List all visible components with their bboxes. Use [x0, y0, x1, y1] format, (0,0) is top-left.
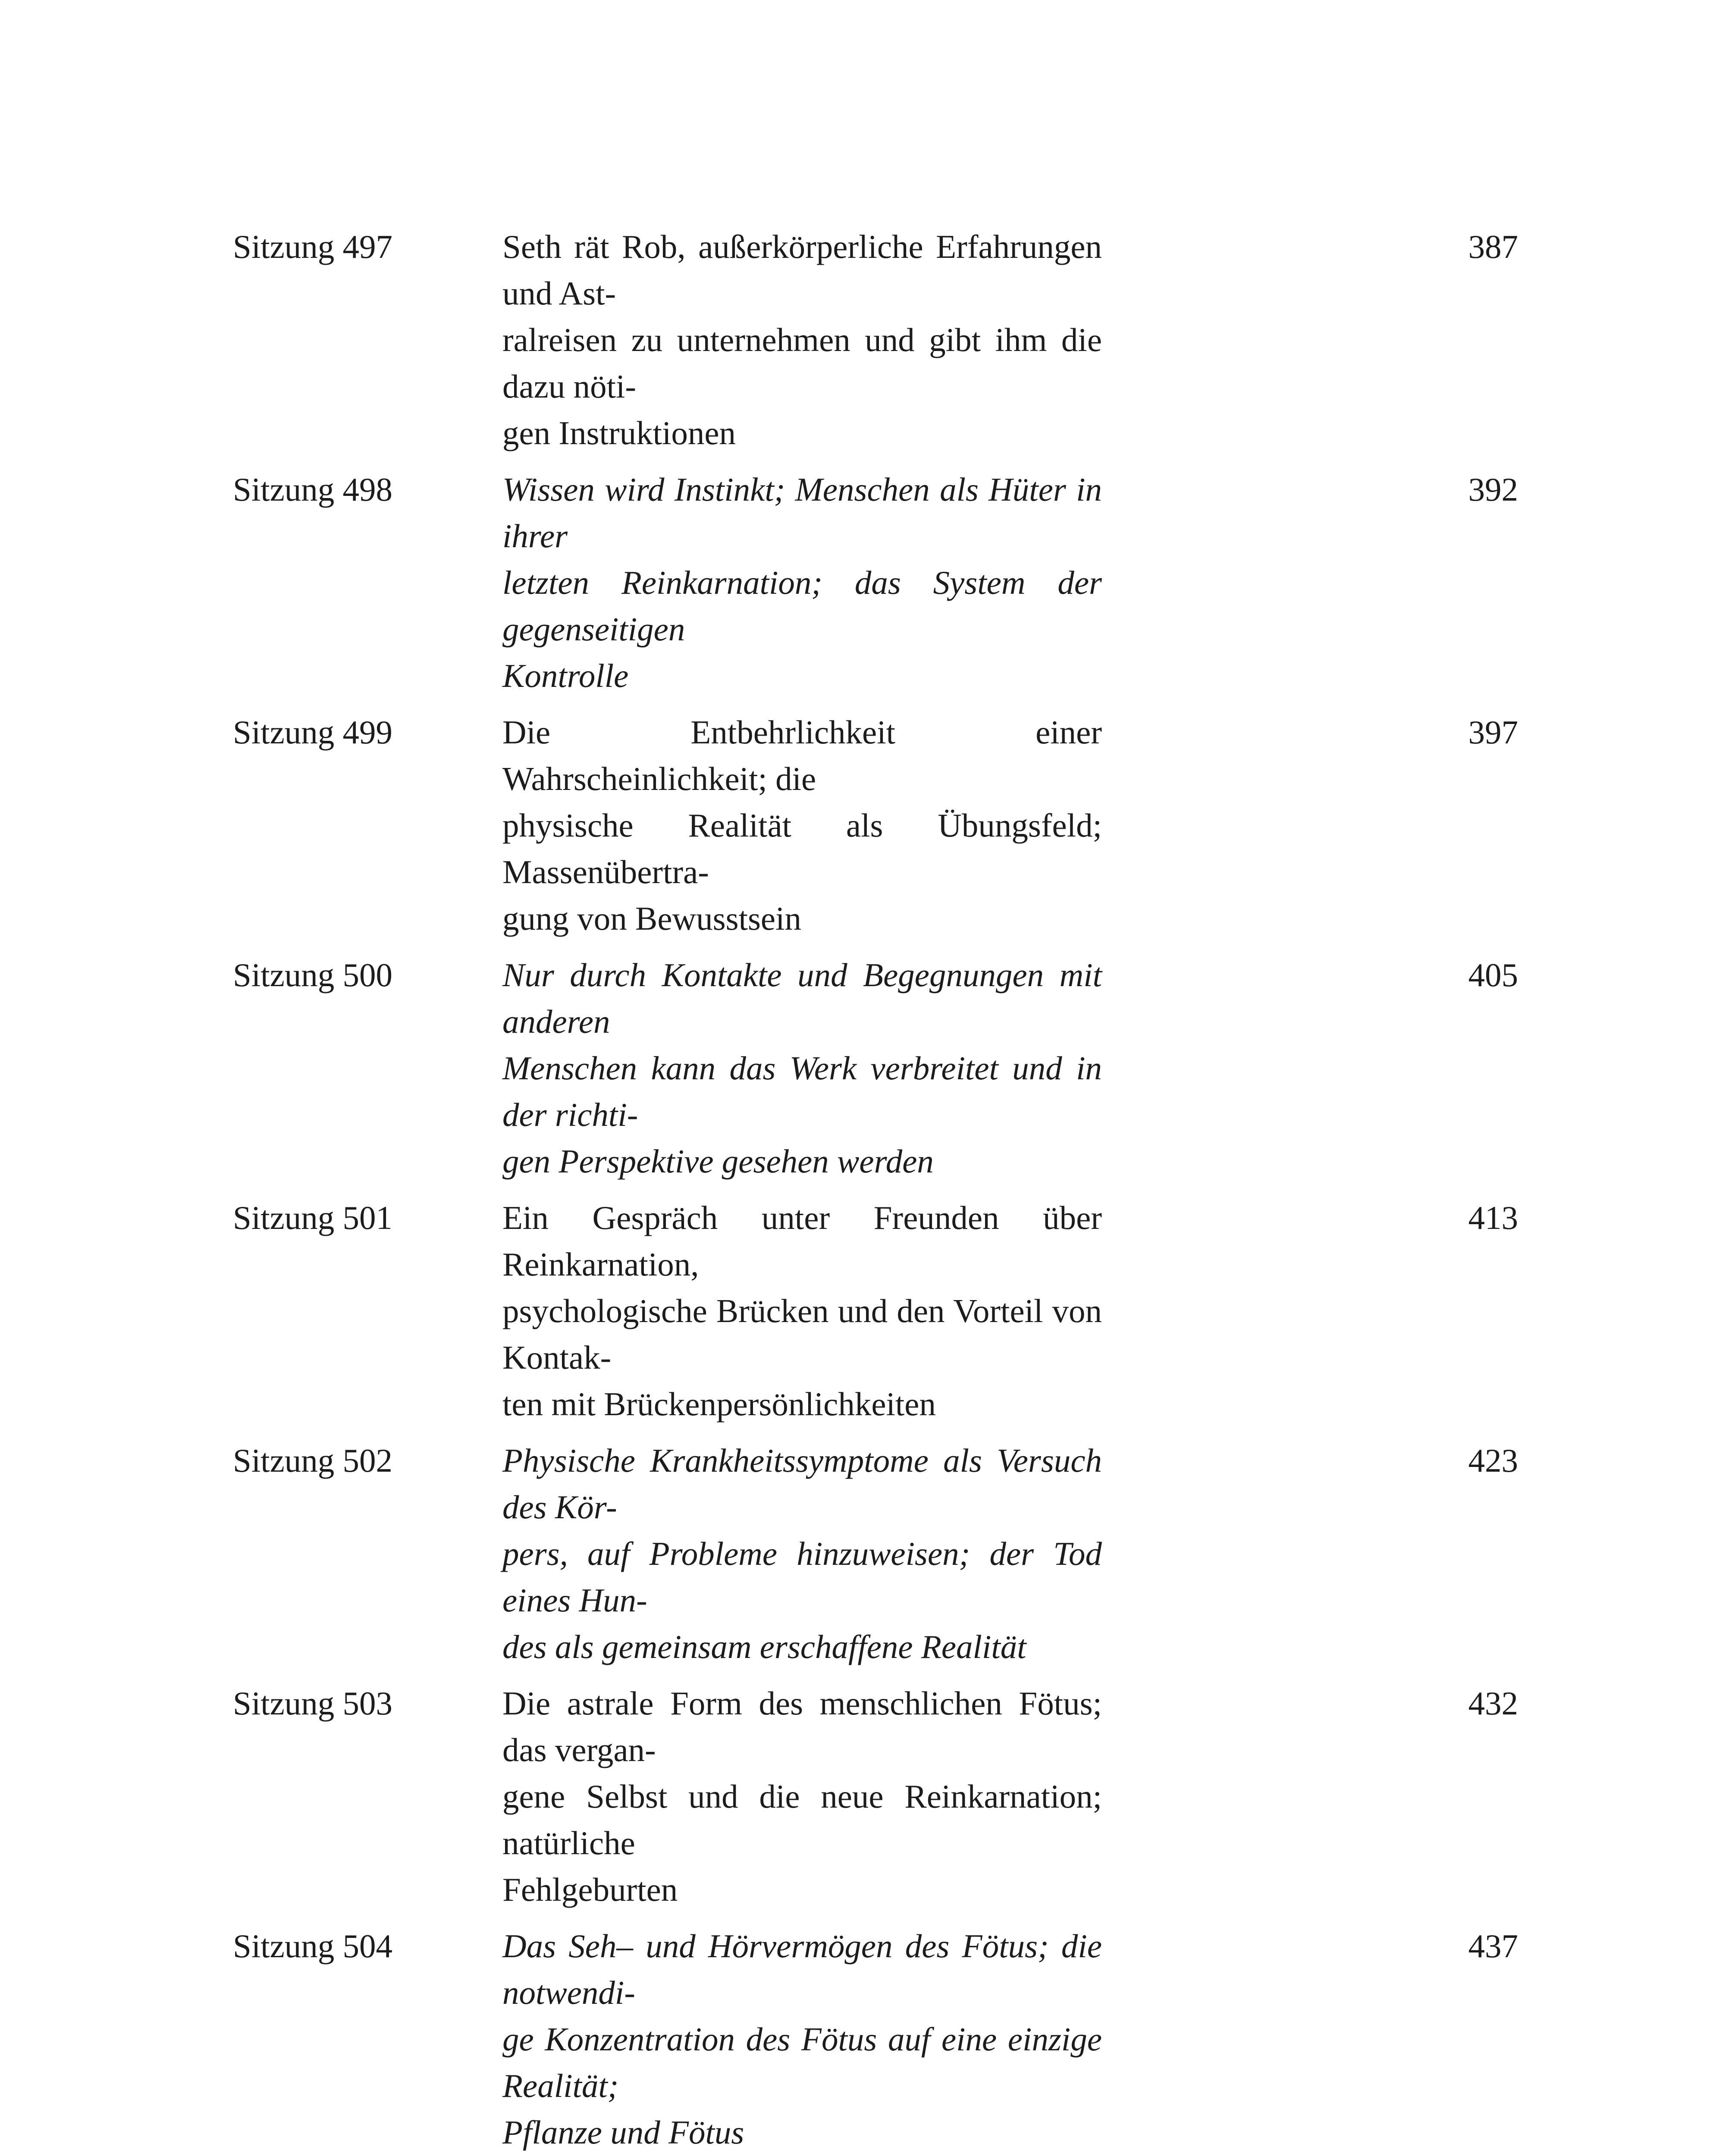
description-line: gen Perspektive gesehen werden	[502, 1143, 934, 1180]
description-line: Pflanze und Fötus	[502, 2114, 744, 2151]
toc-entry	[233, 1437, 1518, 1670]
page-number: 392	[1468, 471, 1518, 508]
description-line: psychologische Brücken und den Vorteil von Kontak-	[502, 1292, 1102, 1376]
toc-entry	[233, 1680, 1518, 1913]
description-line: Wissen wird Instinkt; Menschen als Hüter in ihrer	[502, 471, 1102, 555]
description-line: Seth rät Rob, außerkörperliche Erfahrungen und Ast-	[502, 228, 1102, 312]
description-line: Fehlgeburten	[502, 1871, 678, 1908]
session-number: Sitzung 502	[233, 1442, 393, 1479]
page-number: 437	[1468, 1927, 1518, 1965]
session-description	[502, 1194, 1102, 1427]
page-number: 405	[1468, 956, 1518, 993]
session-description	[502, 709, 1102, 942]
description-line: ralreisen zu unternehmen und gibt ihm die dazu nöti-	[502, 321, 1102, 405]
description-line: des als gemeinsam erschaffene Realität	[502, 1628, 1026, 1665]
toc-entry	[233, 952, 1518, 1185]
session-number: Sitzung 497	[233, 228, 393, 265]
session-description	[502, 466, 1102, 699]
description-line: Physische Krankheitssymptome als Versuch des Kör-	[502, 1442, 1102, 1526]
description-line: ge Konzentration des Fötus auf eine einzige Realität;	[502, 2021, 1102, 2104]
session-description	[502, 1923, 1102, 2156]
description-line: gung von Bewusstsein	[502, 900, 801, 937]
session-number: Sitzung 499	[233, 714, 393, 751]
description-line: Nur durch Kontakte und Begegnungen mit anderen	[502, 956, 1102, 1040]
page-number: 397	[1468, 714, 1518, 751]
page-number: 423	[1468, 1442, 1518, 1479]
session-description	[502, 1437, 1102, 1670]
description-line: Menschen kann das Werk verbreitet und in der richti-	[502, 1050, 1102, 1133]
toc-entry	[233, 1923, 1518, 2156]
page-number: 413	[1468, 1199, 1518, 1236]
page-number: 432	[1468, 1685, 1518, 1722]
description-line: Die astrale Form des menschlichen Fötus; das vergan-	[502, 1685, 1102, 1768]
description-line: pers, auf Probleme hinzuweisen; der Tod eines Hun-	[502, 1535, 1102, 1619]
session-description	[502, 952, 1102, 1185]
page-number: 387	[1468, 228, 1518, 265]
toc-entry	[233, 466, 1518, 699]
description-line: gene Selbst und die neue Reinkarnation; natürliche	[502, 1778, 1102, 1861]
table-of-contents	[233, 223, 1518, 2156]
toc-entry	[233, 223, 1518, 456]
session-description	[502, 1680, 1102, 1913]
description-line: ten mit Brückenpersönlichkeiten	[502, 1385, 936, 1423]
session-description	[502, 223, 1102, 456]
session-number: Sitzung 501	[233, 1199, 393, 1236]
description-line: letzten Reinkarnation; das System der gegenseitigen	[502, 564, 1102, 648]
description-line: Ein Gespräch unter Freunden über Reinkarnation,	[502, 1199, 1102, 1283]
session-number: Sitzung 498	[233, 471, 393, 508]
description-line: Die Entbehrlichkeit einer Wahrscheinlichkeit; die	[502, 714, 1102, 797]
description-line: physische Realität als Übungsfeld; Massenübertra-	[502, 807, 1102, 890]
session-number: Sitzung 500	[233, 956, 393, 993]
description-line: gen Instruktionen	[502, 414, 736, 451]
toc-entry	[233, 709, 1518, 942]
toc-entry	[233, 1194, 1518, 1427]
description-line: Das Seh– und Hörvermögen des Fötus; die notwendi-	[502, 1927, 1102, 2011]
description-line: Kontrolle	[502, 657, 629, 694]
session-number: Sitzung 503	[233, 1685, 393, 1722]
session-number: Sitzung 504	[233, 1927, 393, 1965]
